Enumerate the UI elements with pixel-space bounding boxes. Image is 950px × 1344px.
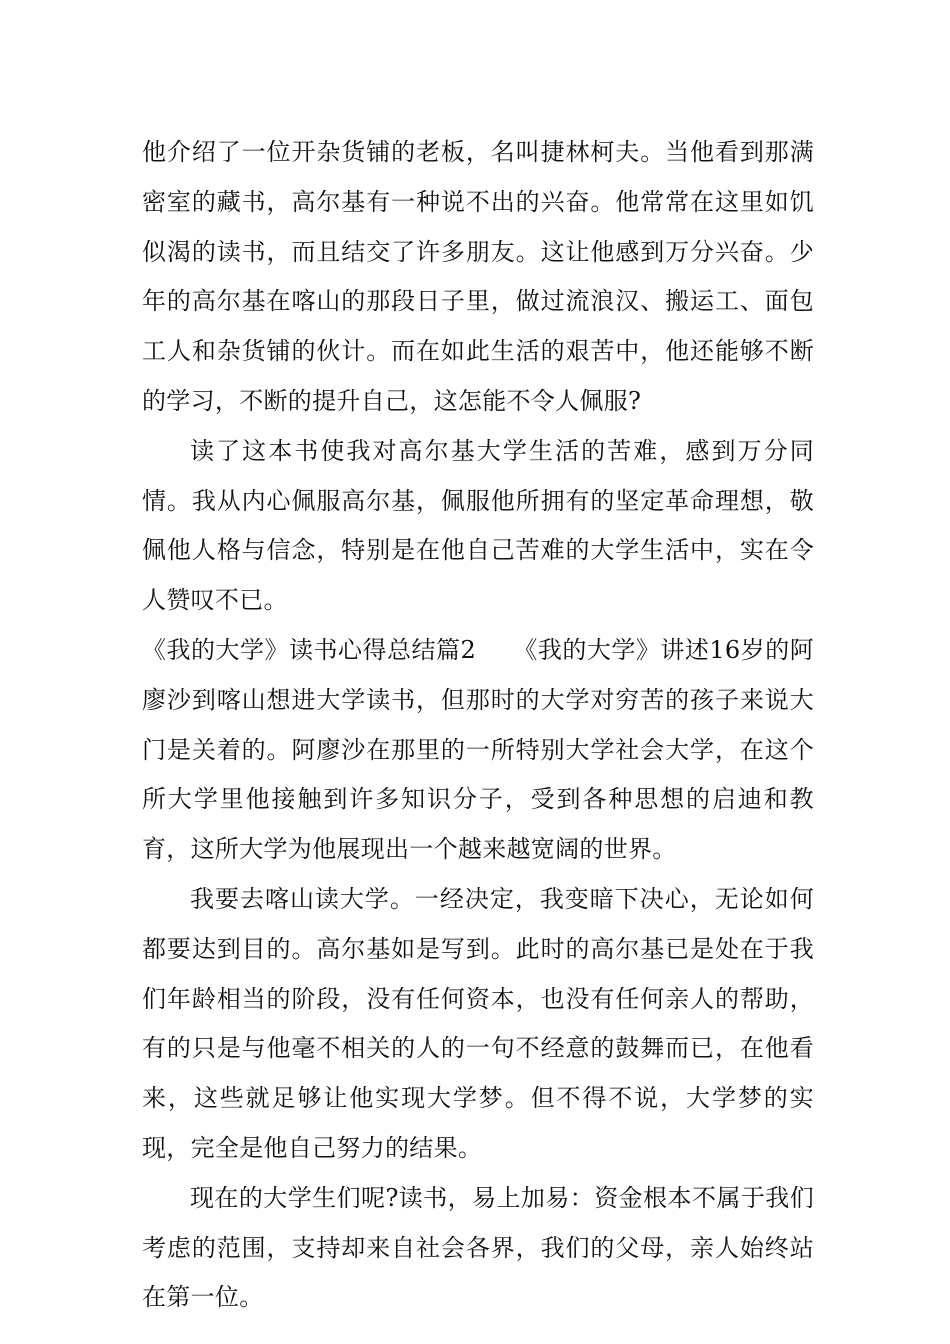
paragraph-5: 现在的大学生们呢?读书，易上加易：资金根本不属于我们考虑的范围，支持却来自社会各界，我们的父母，亲人始终站在第一位。 xyxy=(142,1183,814,1312)
document-body xyxy=(142,128,814,1323)
paragraph-3: 《我的大学》读书心得总结篇2 《我的大学》讲述16岁的阿廖沙到喀山想进大学读书，但那时的大学对穷苦的孩子来说大门是关着的。阿廖沙在那里的一所特别大学社会大学，在这个所大学里他接触到许多知识分子，受到各种思想的启迪和教育，这所大学为他展现出一个越来越宽阔的世界。 xyxy=(142,635,814,864)
paragraph-2: 读了这本书使我对高尔基大学生活的苦难，感到万分同情。我从内心佩服高尔基，佩服他所拥有的坚定革命理想，敬佩他人格与信念，特别是在他自己苦难的大学生活中，实在令人赞叹不已。 xyxy=(142,436,814,615)
paragraph-1: 他介绍了一位开杂货铺的老板，名叫捷林柯夫。当他看到那满密室的藏书，高尔基有一种说不出的兴奋。他常常在这里如饥似渴的读书，而且结交了许多朋友。这让他感到万分兴奋。少年的高尔基在喀山的那段日子里，做过流浪汉、搬运工、面包工人和杂货铺的伙计。而在如此生活的艰苦中，他还能够不断的学习，不断的提升自己，这怎能不令人佩服? xyxy=(142,138,814,415)
paragraph-4: 我要去喀山读大学。一经决定，我变暗下决心，无论如何都要达到目的。高尔基如是写到。此时的高尔基已是处在于我们年龄相当的阶段，没有任何资本，也没有任何亲人的帮助，有的只是与他毫不相关的人的一句不经意的鼓舞而已，在他看来，这些就足够让他实现大学梦。但不得不说，大学梦的实现，完全是他自己努力的结果。 xyxy=(142,884,814,1162)
